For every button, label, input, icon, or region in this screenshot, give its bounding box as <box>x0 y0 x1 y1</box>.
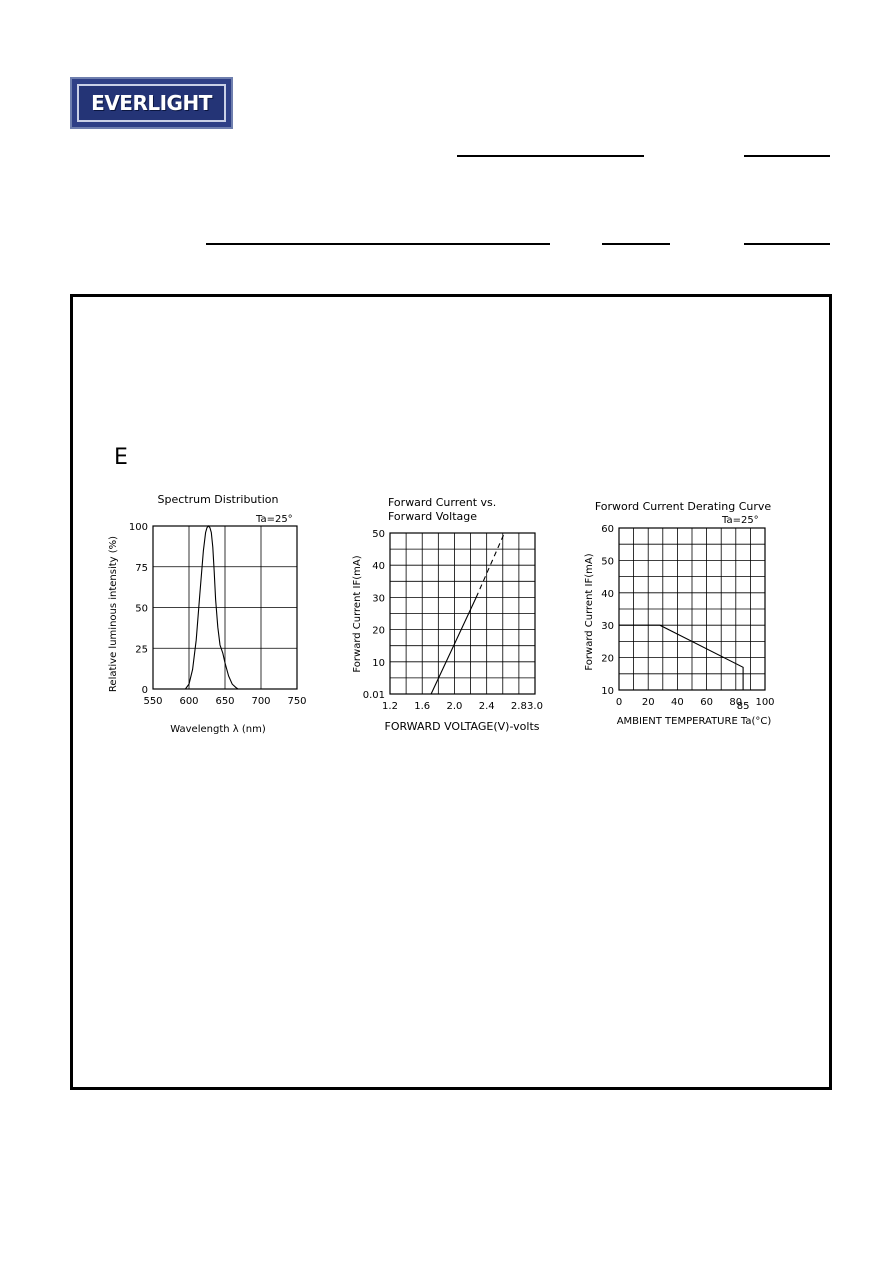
y-tick-label: 0 <box>141 685 148 696</box>
chart-title: Forword Current Derating Curve <box>594 500 772 513</box>
x-tick-label: 2.4 <box>478 701 495 712</box>
x-tick-label: 80 <box>729 697 743 708</box>
y-tick-label: 10 <box>601 686 614 697</box>
y-tick-label: 60 <box>601 524 614 535</box>
chart-annotation: Ta=25° <box>256 514 293 525</box>
x-tick-label-extra: 85 <box>736 701 750 712</box>
x-tick-label: 2.0 <box>446 701 463 712</box>
y-tick-label: 30 <box>601 621 614 633</box>
x-tick-label: 600 <box>179 696 199 707</box>
x-tick-label: 700 <box>251 696 271 707</box>
x-tick-label: 1.6 <box>414 701 431 712</box>
y-tick-label: 75 <box>135 562 148 574</box>
x-axis-label: Wavelength λ (nm) <box>170 724 266 735</box>
x-tick-label: 0 <box>615 697 623 708</box>
chart-title: Spectrum Distribution <box>157 493 279 506</box>
x-tick-label: 3.0 <box>527 701 543 712</box>
y-tick-label: 40 <box>601 588 614 600</box>
x-axis-label: FORWARD VOLTAGE(V)-volts <box>384 720 540 733</box>
y-tick-label: 100 <box>128 522 148 533</box>
y-axis-label: Forward Current IF(mA) <box>352 555 363 673</box>
y-tick-label: 30 <box>372 593 385 605</box>
x-tick-label: 1.2 <box>382 701 398 712</box>
y-tick-label: 10 <box>372 657 385 669</box>
chart-annotation: Ta=25° <box>722 515 759 526</box>
chart-title-line-1: Forward Current vs. <box>388 496 497 509</box>
chart-title-line-2: Forward Voltage <box>388 510 477 523</box>
y-tick-label: 50 <box>601 556 614 568</box>
logo-text: EVERLIGHT <box>91 91 212 115</box>
y-tick-label: 20 <box>372 625 385 637</box>
y-tick-label: 0.01 <box>362 690 385 701</box>
y-tick-label: 50 <box>372 529 385 540</box>
x-tick-label: 100 <box>755 697 775 708</box>
y-tick-label: 50 <box>135 603 148 615</box>
y-tick-label: 20 <box>601 653 614 665</box>
x-tick-label: 2.8 <box>510 701 527 712</box>
y-axis-label: Forward Current IF(mA) <box>584 553 595 671</box>
x-axis-label: AMBIENT TEMPERATURE Ta(°C) <box>616 716 772 727</box>
x-tick-label: 60 <box>700 697 713 708</box>
x-tick-label: 650 <box>215 696 235 707</box>
y-tick-label: 25 <box>135 644 148 656</box>
x-tick-label: 20 <box>641 697 655 708</box>
x-tick-label: 550 <box>143 696 163 707</box>
x-tick-label: 750 <box>287 696 307 707</box>
section-letter: E <box>114 445 128 470</box>
x-tick-label: 40 <box>671 697 684 708</box>
y-tick-label: 40 <box>372 561 385 573</box>
y-axis-label: Relative luminous intensity (%) <box>108 535 119 693</box>
